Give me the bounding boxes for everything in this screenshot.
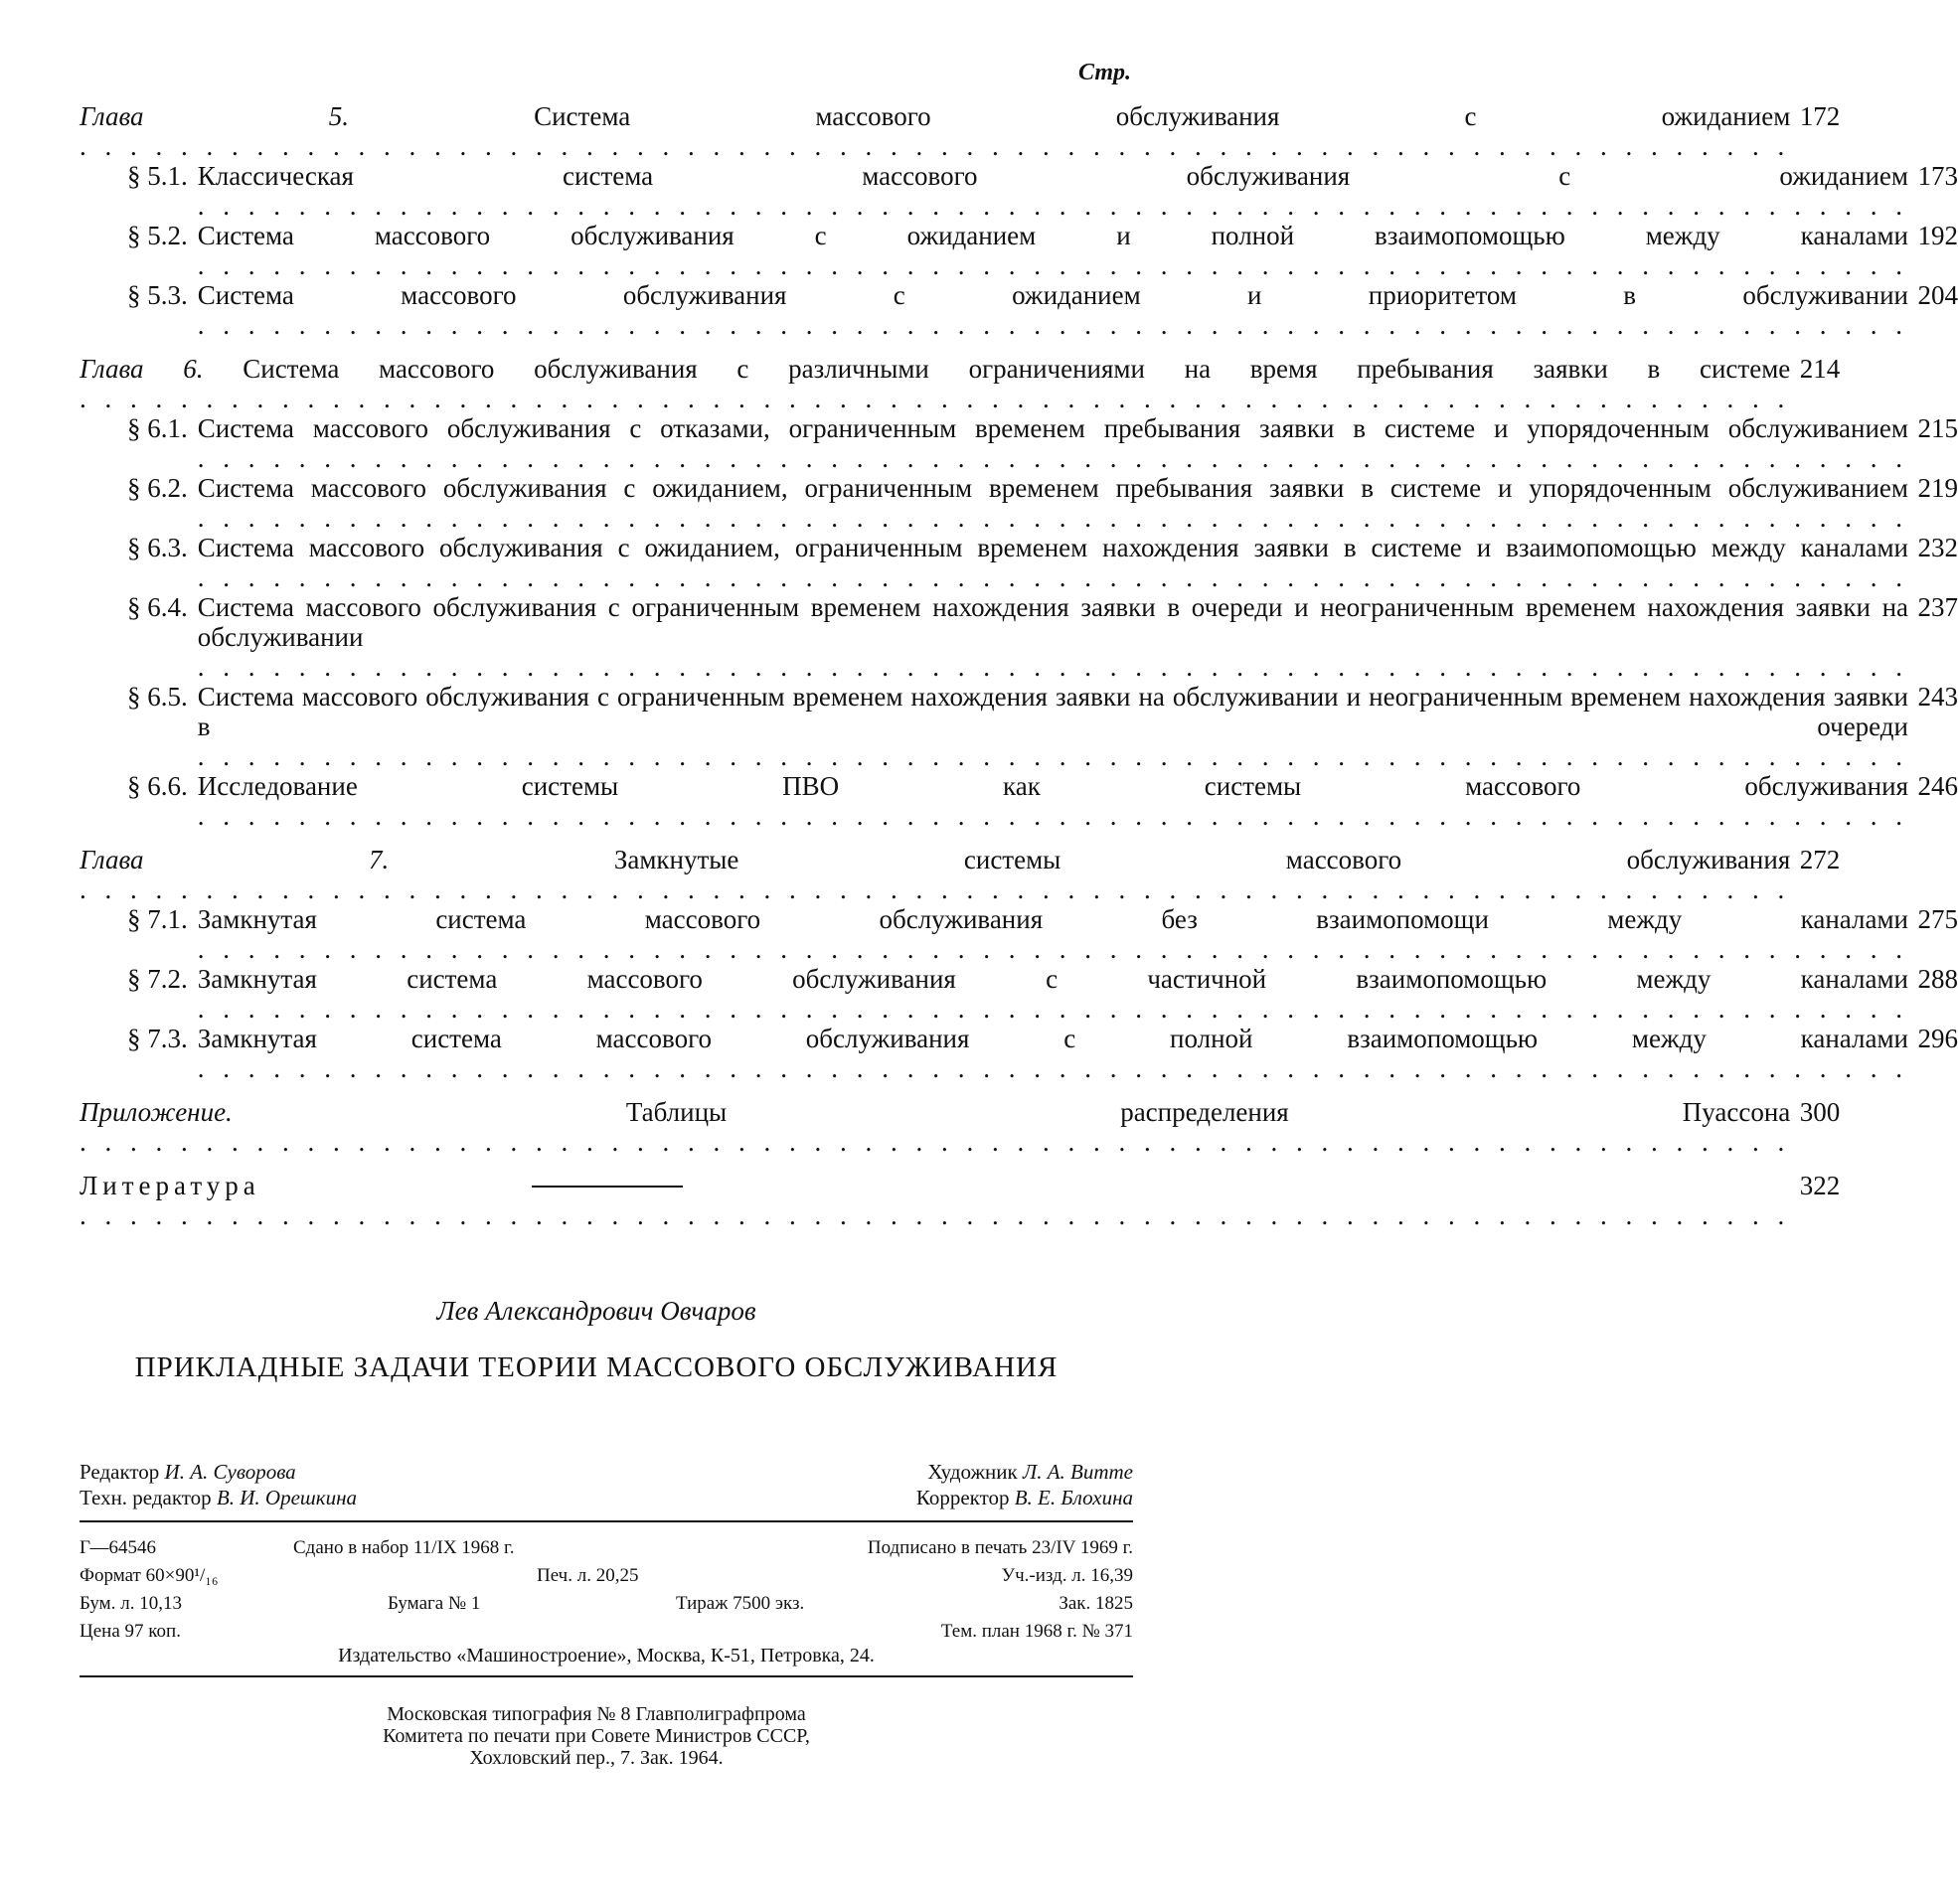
toc-entry-body <box>198 280 1908 340</box>
toc-section-entry <box>80 280 1958 340</box>
toc-entry-body <box>80 101 1790 161</box>
toc-leader-dots: . . . . . . . . . . . . . . . . . . . . . . . . . . . . . . . . . . . . . . . . . . . . . . . . . . . . . . . . . . . . . . . . . . . . <box>80 131 1791 161</box>
toc-section-entry <box>80 771 1958 831</box>
imprint-row <box>80 1590 1133 1618</box>
toc-section-number: § 5.2. <box>127 221 188 250</box>
toc-leader-dots: . . . . . . . . . . . . . . . . . . . . . . . . . . . . . . . . . . . . . . . . . . . . . . . . . . . . . . . . . . . . . . . . . . . . <box>197 652 1908 682</box>
tech-editor-name: В. И. Орешкина <box>216 1486 358 1509</box>
credits-row <box>80 1485 1133 1510</box>
toc-leader-dots: . . . . . . . . . . . . . . . . . . . . . . . . . . . . . . . . . . . . . . . . . . . . . . . . . . . . . . . . . . . . . . . . . . . . <box>197 191 1908 221</box>
toc-entry-body <box>198 533 1908 592</box>
toc-entry-body <box>198 413 1908 473</box>
printer-line: Московская типография № 8 Главполиграфпрома <box>387 1703 806 1725</box>
toc-section-entry <box>80 413 1958 473</box>
toc-leader-dots: . . . . . . . . . . . . . . . . . . . . . . . . . . . . . . . . . . . . . . . . . . . . . . . . . . . . . . . . . . . . . . . . . . . . <box>197 801 1908 831</box>
toc-entry-body <box>80 1097 1790 1157</box>
toc-section-number: § 5.3. <box>127 280 188 310</box>
toc-entry-title: Замкнутая система массового обслуживания с частичной взаимопомощью между каналами <box>197 964 1908 994</box>
toc-chapter-entry <box>80 101 1841 161</box>
toc-section-entry <box>80 1024 1958 1083</box>
toc-page-number: 272 <box>1799 845 1841 874</box>
proofreader-name: В. Е. Блохина <box>1014 1486 1133 1509</box>
toc-section-entry <box>80 221 1958 280</box>
imprint-paper: Бумага № 1 <box>388 1593 481 1614</box>
toc-page-number: 275 <box>1917 904 1958 934</box>
toc-section-number: § 6.1. <box>127 413 188 443</box>
author-name: Лев Александрович Овчаров <box>436 1296 756 1326</box>
toc-entry-body <box>198 771 1908 831</box>
toc-section-number: § 6.6. <box>127 771 188 801</box>
toc-entry-title: Система массового обслуживания с ожиданием, ограниченным временем нахождения заявки в системе и взаимопомощью между каналами <box>197 533 1908 562</box>
imprint-format: Формат 60×90¹/₁₆ <box>80 1565 219 1586</box>
toc-entry-title: Система массового обслуживания с ожиданием <box>534 101 1791 131</box>
toc-section-number: § 6.3. <box>127 533 188 562</box>
editor-label: Редактор <box>80 1460 160 1484</box>
toc-section-number: § 6.4. <box>127 592 188 622</box>
editor-name: И. А. Суворова <box>164 1460 296 1484</box>
imprint-signed: Подписано в печать 23/IV 1969 г. <box>867 1537 1133 1558</box>
toc-page-number: 243 <box>1917 682 1958 712</box>
toc-entry-body <box>80 845 1790 904</box>
toc-section-entry <box>80 161 1958 221</box>
toc-entry-body <box>198 1024 1908 1083</box>
imprint-top-rule <box>80 1520 1133 1522</box>
toc-section-number: § 5.1. <box>127 161 188 191</box>
toc-page-number: 214 <box>1799 354 1841 384</box>
toc-page-number: 219 <box>1917 473 1958 503</box>
toc-section-number: § 7.1. <box>127 904 188 934</box>
tech-editor-credit <box>80 1485 357 1510</box>
tech-editor-label: Техн. редактор <box>80 1486 212 1509</box>
proofreader-credit <box>916 1485 1133 1510</box>
toc-leader-dots: . . . . . . . . . . . . . . . . . . . . . . . . . . . . . . . . . . . . . . . . . . . . . . . . . . . . . . . . . . . . . . . . . . . . <box>197 562 1908 592</box>
toc-entry-title: Система массового обслуживания с ожиданием и полной взаимопомощью между каналами <box>197 221 1908 250</box>
toc-page-number: 215 <box>1917 413 1958 443</box>
toc-entry-body <box>198 592 1908 682</box>
toc-leader-dots: . . . . . . . . . . . . . . . . . . . . . . . . . . . . . . . . . . . . . . . . . . . . . . . . . . . . . . . . . . . . . . . . . . . . <box>80 1127 1791 1157</box>
toc-section-entry <box>80 473 1958 533</box>
toc-entry-title: Система массового обслуживания с ожиданием, ограниченным временем пребывания заявки в системе и упорядоченным обслуживанием <box>197 473 1908 503</box>
imprint-plan: Тем. план 1968 г. № 371 <box>940 1621 1133 1642</box>
imprint-print-sheets: Печ. л. 20,25 <box>537 1565 639 1586</box>
toc-page-number: 246 <box>1917 771 1958 801</box>
imprint-order: Зак. 1825 <box>1059 1593 1133 1614</box>
imprint-row <box>80 1534 1133 1562</box>
toc-page-number: 288 <box>1917 964 1958 994</box>
toc-leader-dots: . . . . . . . . . . . . . . . . . . . . . . . . . . . . . . . . . . . . . . . . . . . . . . . . . . . . . . . . . . . . . . . . . . . . <box>197 443 1908 473</box>
toc-leader-dots: . . . . . . . . . . . . . . . . . . . . . . . . . . . . . . . . . . . . . . . . . . . . . . . . . . . . . . . . . . . . . . . . . . . . <box>197 310 1908 340</box>
artist-label: Художник <box>927 1460 1018 1484</box>
toc-entry-body <box>80 1171 1790 1230</box>
printer-info <box>0 1703 1193 1769</box>
imprint-paper-sheets: Бум. л. 10,13 <box>80 1593 182 1614</box>
toc-entry-title: Литература <box>80 1171 260 1200</box>
table-of-contents <box>80 101 1958 1230</box>
toc-chapter-label: Глава 5. <box>80 101 349 131</box>
toc-section-entry <box>80 682 1958 771</box>
toc-entry-body <box>198 682 1908 771</box>
toc-entry-title: Система массового обслуживания с ограниченным временем нахождения заявки в очереди и неограниченным временем нахождения заявки на обслуживании <box>197 592 1908 652</box>
imprint-submitted: Сдано в набор 11/IX 1968 г. <box>293 1537 515 1558</box>
imprint <box>80 1534 1133 1646</box>
artist-credit <box>927 1459 1133 1485</box>
book-title: ПРИКЛАДНЫЕ ЗАДАЧИ ТЕОРИИ МАССОВОГО ОБСЛУЖИВАНИЯ <box>134 1351 1059 1383</box>
toc-entry-body <box>198 964 1908 1024</box>
toc-leader-dots: . . . . . . . . . . . . . . . . . . . . . . . . . . . . . . . . . . . . . . . . . . . . . . . . . . . . . . . . . . . . . . . . . . . . <box>197 741 1908 771</box>
toc-section-number: § 6.2. <box>127 473 188 503</box>
toc-entry-title: Система массового обслуживания с отказами, ограниченным временем пребывания заявки в системе и упорядоченным обслуживанием <box>197 413 1908 443</box>
toc-page-number: 296 <box>1917 1024 1958 1053</box>
toc-page-number: 192 <box>1917 221 1958 250</box>
toc-entry-title: Система массового обслуживания с различными ограничениями на время пребывания заявки в системе <box>243 354 1791 384</box>
toc-section-number: § 6.5. <box>127 682 188 712</box>
toc-chapter-entry <box>80 845 1841 904</box>
toc-leader-dots: . . . . . . . . . . . . . . . . . . . . . . . . . . . . . . . . . . . . . . . . . . . . . . . . . . . . . . . . . . . . . . . . . . . . <box>197 250 1908 280</box>
editor-credit <box>80 1459 296 1485</box>
toc-leader-dots: . . . . . . . . . . . . . . . . . . . . . . . . . . . . . . . . . . . . . . . . . . . . . . . . . . . . . . . . . . . . . . . . . . . . <box>197 994 1908 1024</box>
toc-chapter-label: Приложение. <box>80 1097 233 1127</box>
imprint-row <box>80 1618 1133 1646</box>
toc-leader-dots: . . . . . . . . . . . . . . . . . . . . . . . . . . . . . . . . . . . . . . . . . . . . . . . . . . . . . . . . . . . . . . . . . . . . <box>80 874 1791 904</box>
artist-name: Л. А. Витте <box>1022 1460 1133 1484</box>
toc-leader-dots: . . . . . . . . . . . . . . . . . . . . . . . . . . . . . . . . . . . . . . . . . . . . . . . . . . . . . . . . . . . . . . . . . . . . <box>80 384 1791 413</box>
toc-page-number: 322 <box>1799 1171 1841 1200</box>
toc-page-number: 300 <box>1799 1097 1841 1127</box>
toc-section-entry <box>80 964 1958 1024</box>
toc-page-number: 172 <box>1799 101 1841 131</box>
toc-chapter-entry <box>80 1097 1841 1157</box>
toc-chapter-entry <box>80 1171 1841 1230</box>
credits <box>80 1459 1133 1510</box>
imprint-run: Тираж 7500 экз. <box>676 1593 805 1614</box>
toc-leader-dots: . . . . . . . . . . . . . . . . . . . . . . . . . . . . . . . . . . . . . . . . . . . . . . . . . . . . . . . . . . . . . . . . . . . . <box>197 503 1908 533</box>
toc-page-number: 237 <box>1917 592 1958 622</box>
printer-line: Комитета по печати при Совете Министров СССР, <box>383 1725 810 1747</box>
toc-entry-body <box>198 221 1908 280</box>
toc-section-number: § 7.2. <box>127 964 188 994</box>
toc-entry-body <box>198 904 1908 964</box>
page-column-label: Стр. <box>1078 60 1132 85</box>
toc-page-number: 204 <box>1917 280 1958 310</box>
toc-page-number: 232 <box>1917 533 1958 562</box>
toc-entry-title: Замкнутая система массового обслуживания без взаимопомощи между каналами <box>197 904 1908 934</box>
imprint-bottom-rule <box>80 1675 1133 1677</box>
toc-section-entry <box>80 904 1958 964</box>
imprint-pub-sheets: Уч.-изд. л. 16,39 <box>1001 1565 1133 1586</box>
publisher-line: Издательство «Машиностроение», Москва, К-51, Петровка, 24. <box>338 1645 875 1666</box>
toc-entry-title: Таблицы распределения Пуассона <box>625 1097 1791 1127</box>
section-divider <box>532 1186 683 1188</box>
imprint-price: Цена 97 коп. <box>80 1621 181 1642</box>
toc-leader-dots: . . . . . . . . . . . . . . . . . . . . . . . . . . . . . . . . . . . . . . . . . . . . . . . . . . . . . . . . . . . . . . . . . . . . <box>197 934 1908 964</box>
toc-section-entry <box>80 533 1958 592</box>
toc-page-number: 173 <box>1917 161 1958 191</box>
toc-section-number: § 7.3. <box>127 1024 188 1053</box>
toc-chapter-label: Глава 6. <box>80 354 204 384</box>
imprint-code: Г—64546 <box>80 1537 157 1558</box>
proofreader-label: Корректор <box>915 1486 1010 1509</box>
credits-row <box>80 1459 1133 1485</box>
toc-entry-body <box>80 354 1790 413</box>
toc-section-entry <box>80 592 1958 682</box>
printer-line: Хохловский пер., 7. Зак. 1964. <box>469 1747 724 1769</box>
toc-entry-title: Система массового обслуживания с ограниченным временем нахождения заявки на обслуживании и неограниченным временем нахождения заявки в очереди <box>197 682 1908 741</box>
toc-entry-title: Классическая система массового обслуживания с ожиданием <box>197 161 1908 191</box>
imprint-row <box>80 1562 1133 1590</box>
toc-entry-body <box>198 161 1908 221</box>
toc-entry-title: Исследование системы ПВО как системы массового обслуживания <box>197 771 1908 801</box>
toc-entry-body <box>198 473 1908 533</box>
toc-entry-title: Замкнутая система массового обслуживания с полной взаимопомощью между каналами <box>197 1024 1908 1053</box>
toc-leader-dots: . . . . . . . . . . . . . . . . . . . . . . . . . . . . . . . . . . . . . . . . . . . . . . . . . . . . . . . . . . . . . . . . . . . . <box>197 1053 1908 1083</box>
toc-chapter-entry <box>80 354 1841 413</box>
toc-entry-title: Система массового обслуживания с ожиданием и приоритетом в обслуживании <box>197 280 1908 310</box>
toc-entry-title: Замкнутые системы массового обслуживания <box>613 845 1791 874</box>
toc-leader-dots: . . . . . . . . . . . . . . . . . . . . . . . . . . . . . . . . . . . . . . . . . . . . . . . . . . . . . . . . . . . . . . . . . . . . <box>80 1200 1791 1230</box>
toc-chapter-label: Глава 7. <box>80 845 390 874</box>
